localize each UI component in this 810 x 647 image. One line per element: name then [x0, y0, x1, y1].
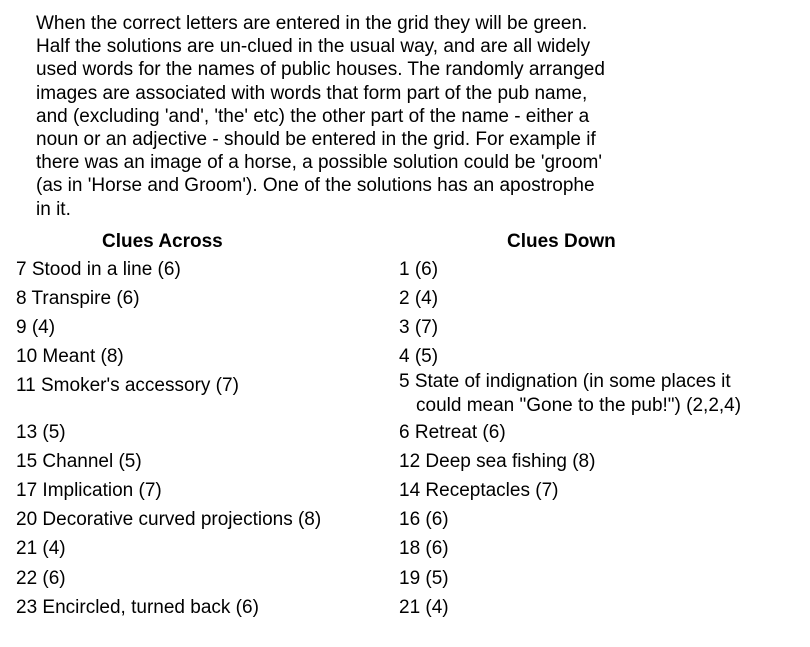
- down-clue: 16 (6): [399, 509, 449, 530]
- across-clue: 20 Decorative curved projections (8): [16, 509, 322, 530]
- across-clue: 7 Stood in a line (6): [16, 259, 181, 280]
- down-clue: 1 (6): [399, 259, 439, 280]
- down-clue: 6 Retreat (6): [399, 422, 506, 443]
- down-clue: 21 (4): [399, 597, 449, 618]
- intro-line: there was an image of a horse, a possible solution could be 'groom': [36, 152, 602, 174]
- across-clue: 21 (4): [16, 538, 66, 559]
- down-clue: 14 Receptacles (7): [399, 480, 559, 501]
- intro-line: Half the solutions are un-clued in the usual way, and are all widely: [36, 36, 591, 58]
- across-clue: 22 (6): [16, 568, 66, 589]
- intro-line: noun or an adjective - should be entered in the grid. For example if: [36, 129, 596, 151]
- down-clue: 4 (5): [399, 346, 439, 367]
- across-clue: 11 Smoker's accessory (7): [16, 375, 239, 396]
- intro-line: images are associated with words that form part of the pub name,: [36, 82, 588, 104]
- across-clue: 9 (4): [16, 317, 56, 338]
- down-clue: [399, 370, 741, 418]
- down-clue-line-continued: could mean "Gone to the pub!") (2,2,4): [416, 395, 742, 416]
- intro-line: in it.: [36, 198, 71, 220]
- clues-across-heading: Clues Across: [102, 231, 223, 252]
- down-clue-line: 5 State of indignation (in some places it: [399, 371, 731, 392]
- across-clue: 13 (5): [16, 422, 66, 443]
- intro-line: When the correct letters are entered in the grid they will be green.: [36, 13, 588, 34]
- down-clue: 19 (5): [399, 568, 449, 589]
- down-clue: 2 (4): [399, 288, 439, 309]
- down-clue: 18 (6): [399, 538, 449, 559]
- across-clue: 17 Implication (7): [16, 480, 162, 501]
- intro-paragraph: [36, 12, 726, 221]
- intro-line: (as in 'Horse and Groom'). One of the solutions has an apostrophe: [36, 175, 595, 197]
- intro-line: and (excluding 'and', 'the' etc) the other part of the name - either a: [36, 105, 590, 127]
- down-clue: 12 Deep sea fishing (8): [399, 451, 596, 472]
- intro-line: used words for the names of public houses. The randomly arranged: [36, 59, 605, 81]
- across-clue: 8 Transpire (6): [16, 288, 140, 309]
- down-clue: 3 (7): [399, 317, 439, 338]
- clues-down-heading: Clues Down: [507, 231, 616, 252]
- across-clue: 23 Encircled, turned back (6): [16, 597, 259, 618]
- across-clue: 15 Channel (5): [16, 451, 142, 472]
- across-clue: 10 Meant (8): [16, 346, 124, 367]
